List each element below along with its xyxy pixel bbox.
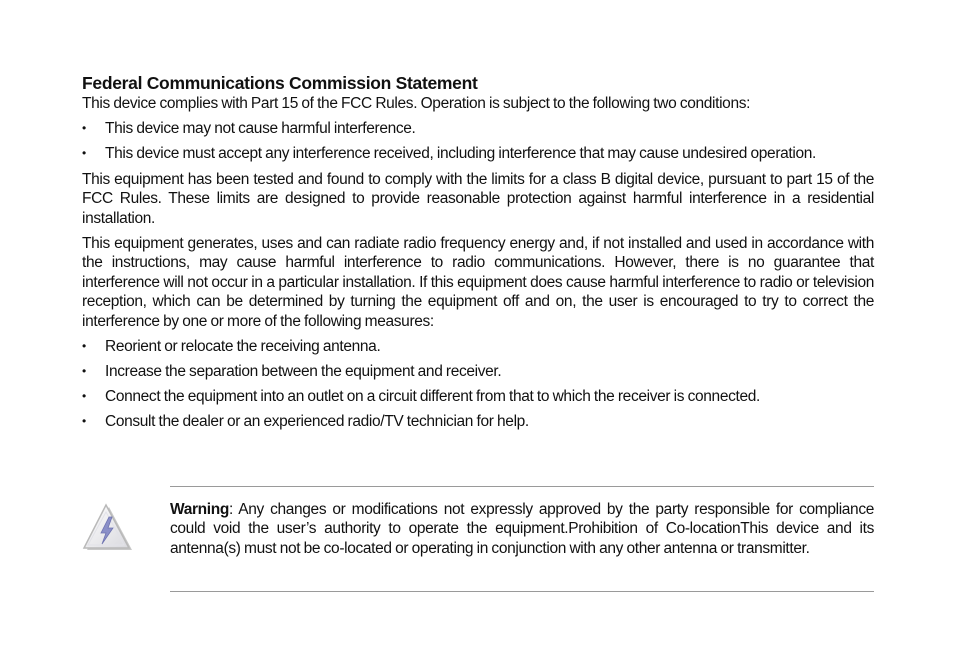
measures-list [82,337,874,431]
warning-text [170,500,874,558]
list-item [82,412,874,431]
list-item [82,144,874,163]
conditions-list [82,119,874,163]
list-item [82,387,874,406]
bullet-icon: • [82,146,86,161]
bullet-icon: • [82,338,86,353]
list-item-text: Connect the equipment into an outlet on a circuit different from that to which the receiver is connected. [105,387,760,405]
intro-paragraph: This device complies with Part 15 of the FCC Rules. Operation is subject to the following two conditions: [82,95,751,112]
bullet-icon: • [82,121,86,136]
warning-triangle-icon [82,502,134,552]
list-item-text: Increase the separation between the equipment and receiver. [105,362,502,380]
fcc-statement-section [82,72,874,437]
list-item-text: Reorient or relocate the receiving antenna. [105,337,381,355]
list-item [82,362,874,381]
tested-paragraph: This equipment has been tested and found to comply with the limits for a class B digital device, pursuant to part 15 of the FCC Rules. These limits are designed to provide reasonable protection against harmful interference in a residential installation. [82,170,874,227]
warning-body: : Any changes or modifications not expressly approved by the party responsible for compliance could void the user’s authority to operate the equipment.Prohibition of Co-locationThis device and its antenna(s) must not be co-located or operating in conjunction with any other antenna or transmitter. [170,501,874,557]
warning-callout [170,486,874,592]
list-item-text: This device may not cause harmful interference. [105,120,416,138]
bullet-icon: • [82,363,86,378]
section-heading: Federal Communications Commission Statement [82,73,478,93]
bullet-icon: • [82,388,86,403]
list-item-text: Consult the dealer or an experienced radio/TV technician for help. [105,412,529,430]
list-item [82,337,874,356]
list-item-text: This device must accept any interference received, including interference that may cause undesired operation. [105,145,816,163]
warning-label: Warning [170,501,229,518]
generates-paragraph: This equipment generates, uses and can radiate radio frequency energy and, if not installed and used in accordance with the instructions, may cause harmful interference to radio communications. However, there is no guarantee that interference will not occur in a particular installation. If this equipment does cause harmful interference to radio or television reception, which can be determined by turning the equipment off and on, the user is encouraged to try to correct the interference by one or more of the following measures: [82,234,874,330]
list-item [82,119,874,138]
bullet-icon: • [82,413,86,428]
